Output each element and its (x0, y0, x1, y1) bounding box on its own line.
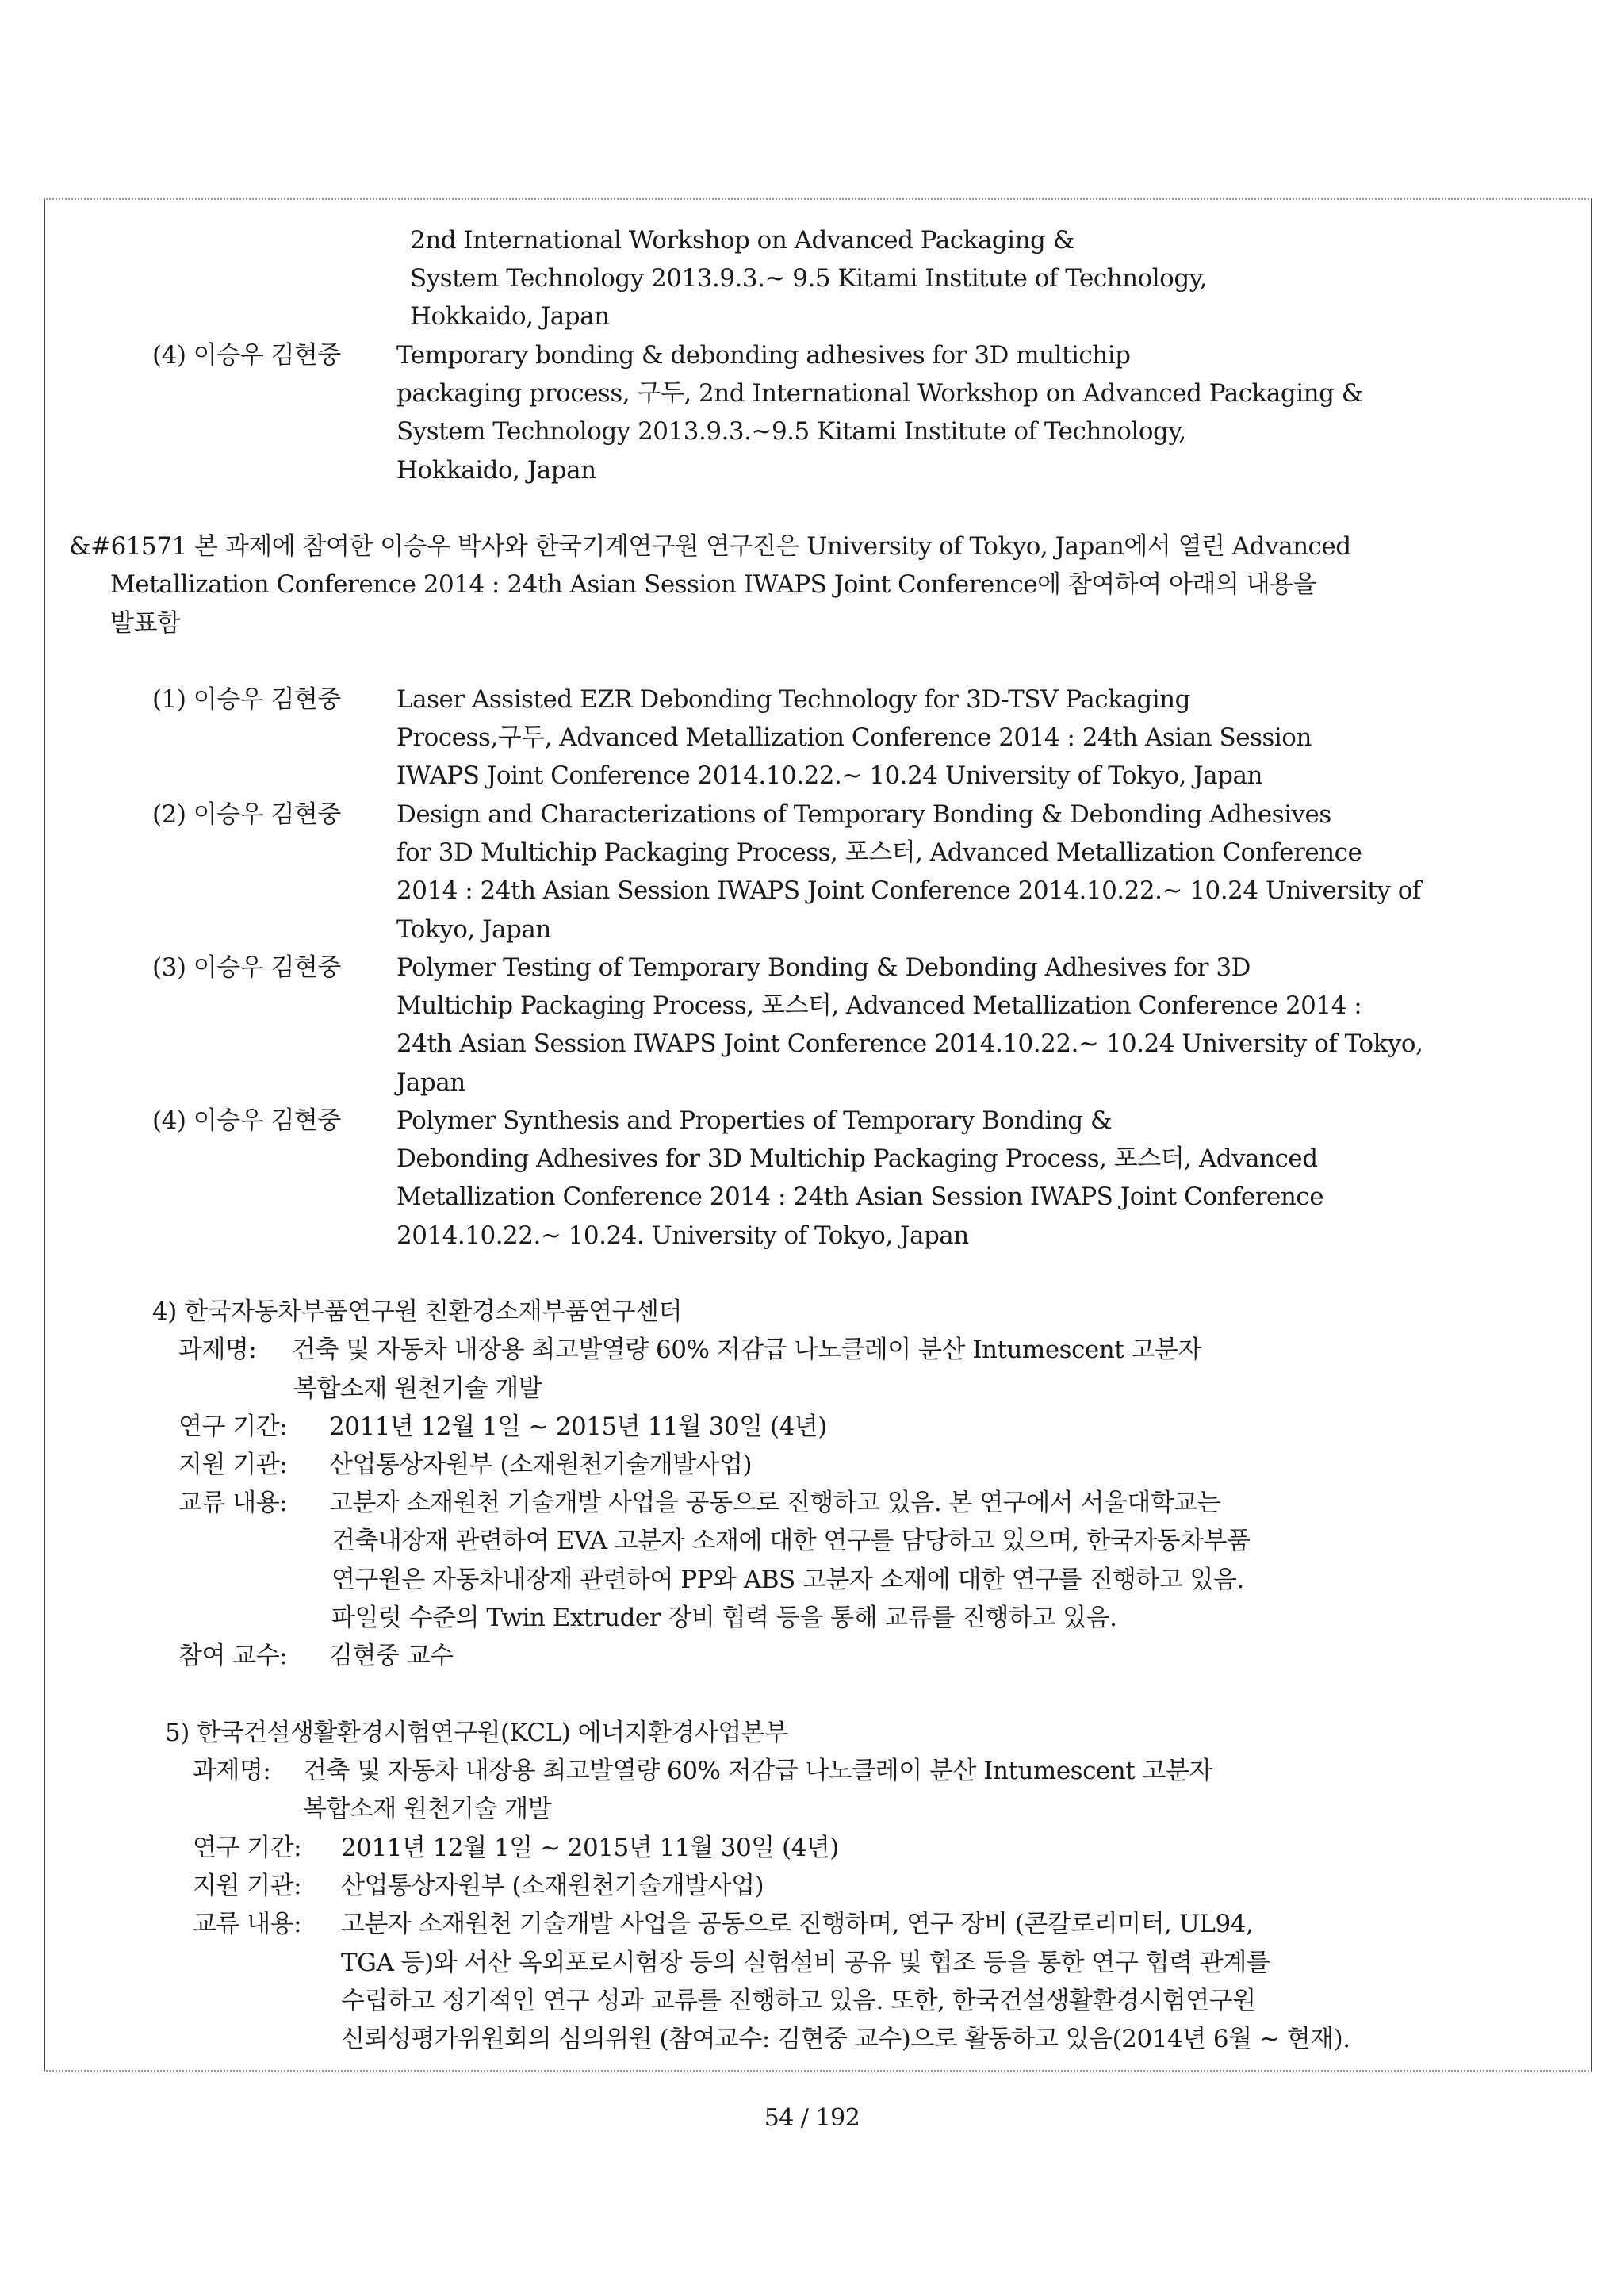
period-value: 2011년 12월 1일 ~ 2015년 11월 30일 (4년) (329, 1412, 827, 1441)
section-heading: 4) 한국자동차부품연구원 친환경소재부품연구센터 (152, 1297, 682, 1326)
pub-item-line: IWAPS Joint Conference 2014.10.22.~ 10.24 University of Tokyo, Japan (396, 761, 1262, 790)
period-value: 2011년 12월 1일 ~ 2015년 11월 30일 (4년) (341, 1834, 839, 1862)
exchange-line: 건축내장재 관련하여 EVA 고분자 소재에 대한 연구를 담당하고 있으며, 한국자동차부품 (331, 1527, 1251, 1555)
field-label: 과제명: (178, 1336, 257, 1364)
field-label: 교류 내용: (193, 1910, 302, 1938)
field-label: 지원 기관: (193, 1872, 302, 1900)
exchange-line: 수립하고 정기적인 연구 성과 교류를 진행하고 있음. 또한, 한국건설생활환경시험연구원 (341, 1987, 1256, 2015)
pub-item-prefix: (2) 이승우 김현중 (152, 800, 341, 829)
prof-value: 김현중 교수 (329, 1642, 454, 1670)
pub-item-prefix: (4) 이승우 김현중 (152, 1106, 341, 1135)
cont-line: Hokkaido, Japan (410, 302, 610, 331)
pub-item-line: 24th Asian Session IWAPS Joint Conference 2014.10.22.~ 10.24 University of Tokyo, (396, 1029, 1423, 1058)
pub-item-line: Metallization Conference 2014 : 24th Asian Session IWAPS Joint Conference (396, 1182, 1324, 1211)
exchange-line: 고분자 소재원천 기술개발 사업을 공동으로 진행하고 있음. 본 연구에서 서울대학교는 (329, 1489, 1221, 1517)
pub-item-prefix: (3) 이승우 김현중 (152, 953, 341, 982)
pub-item-line: packaging process, 구두, 2nd International Workshop on Advanced Packaging & (396, 379, 1363, 408)
pub-item-line: System Technology 2013.9.3.~9.5 Kitami Institute of Technology, (396, 417, 1186, 446)
pub-item-line: Hokkaido, Japan (396, 456, 596, 485)
pub-item-line: Process,구두, Advanced Metallization Conference 2014 : 24th Asian Session (396, 723, 1312, 752)
pub-item-line: 2014.10.22.~ 10.24. University of Tokyo, Japan (396, 1221, 969, 1250)
exchange-line: TGA 등)와 서산 옥외포로시험장 등의 실험설비 공유 및 협조 등을 통한 연구 협력 관계를 (341, 1949, 1270, 1977)
intro-line: &#61571 본 과제에 참여한 이승우 박사와 한국기계연구원 연구진은 University of Tokyo, Japan에서 열린 Advanced (69, 532, 1351, 561)
pub-item-line: Multichip Packaging Process, 포스터, Advanced Metallization Conference 2014 : (396, 991, 1362, 1020)
pub-item-line: Japan (396, 1068, 465, 1097)
project-line: 건축 및 자동차 내장용 최고발열량 60% 저감급 나노클레이 분산 Intumescent 고분자 (303, 1757, 1212, 1785)
section-heading: 5) 한국건설생활환경시험연구원(KCL) 에너지환경사업본부 (165, 1719, 788, 1747)
pub-item-line: Design and Characterizations of Temporary Bonding & Debonding Adhesives (396, 800, 1331, 829)
exchange-line: 신뢰성평가위원회의 심의위원 (참여교수: 김현중 교수)으로 활동하고 있음(2014년 6월 ~ 현재). (341, 2025, 1350, 2053)
field-label: 연구 기간: (178, 1412, 288, 1441)
cont-line: 2nd International Workshop on Advanced Packaging & (410, 226, 1074, 255)
exchange-line: 파일럿 수준의 Twin Extruder 장비 협력 등을 통해 교류를 진행하고 있음. (331, 1604, 1117, 1632)
pub-item-line: Laser Assisted EZR Debonding Technology for 3D-TSV Packaging (396, 685, 1190, 714)
pub-item-line: 2014 : 24th Asian Session IWAPS Joint Conference 2014.10.22.~ 10.24 University of (396, 876, 1421, 905)
project-line: 건축 및 자동차 내장용 최고발열량 60% 저감급 나노클레이 분산 Intumescent 고분자 (292, 1336, 1201, 1364)
field-label: 지원 기관: (178, 1451, 288, 1479)
field-label: 교류 내용: (178, 1489, 288, 1517)
pub-item-line: for 3D Multichip Packaging Process, 포스터, Advanced Metallization Conference (396, 838, 1362, 867)
project-line: 복합소재 원천기술 개발 (293, 1374, 542, 1403)
exchange-line: 고분자 소재원천 기술개발 사업을 공동으로 진행하며, 연구 장비 (콘칼로리미터, UL94, (341, 1910, 1254, 1938)
cont-line: System Technology 2013.9.3.~ 9.5 Kitami Institute of Technology, (410, 264, 1207, 293)
pub-item-line: Polymer Synthesis and Properties of Temporary Bonding & (396, 1106, 1113, 1135)
project-line: 복합소재 원천기술 개발 (303, 1795, 552, 1823)
agency-value: 산업통상자원부 (소재원천기술개발사업) (329, 1451, 753, 1479)
pub-item-prefix: (4) 이승우 김현중 (152, 341, 341, 370)
field-label: 과제명: (193, 1757, 271, 1785)
intro-line: Metallization Conference 2014 : 24th Asian Session IWAPS Joint Conference에 참여하여 아래의 내용을 (110, 570, 1317, 599)
agency-value: 산업통상자원부 (소재원천기술개발사업) (341, 1872, 764, 1900)
pub-item-line: Temporary bonding & debonding adhesives for 3D multichip (396, 341, 1131, 370)
pub-item-line: Debonding Adhesives for 3D Multichip Packaging Process, 포스터, Advanced (396, 1144, 1318, 1173)
field-label: 연구 기간: (193, 1834, 302, 1862)
pub-item-line: Polymer Testing of Temporary Bonding & Debonding Adhesives for 3D (396, 953, 1251, 982)
pub-item-line: Tokyo, Japan (396, 915, 551, 944)
field-label: 참여 교수: (178, 1642, 288, 1670)
exchange-line: 연구원은 자동차내장재 관련하여 PP와 ABS 고분자 소재에 대한 연구를 진행하고 있음. (331, 1566, 1244, 1594)
page-number: 54 / 192 (764, 2104, 860, 2132)
pub-item-prefix: (1) 이승우 김현중 (152, 685, 341, 714)
intro-line: 발표함 (110, 609, 181, 638)
